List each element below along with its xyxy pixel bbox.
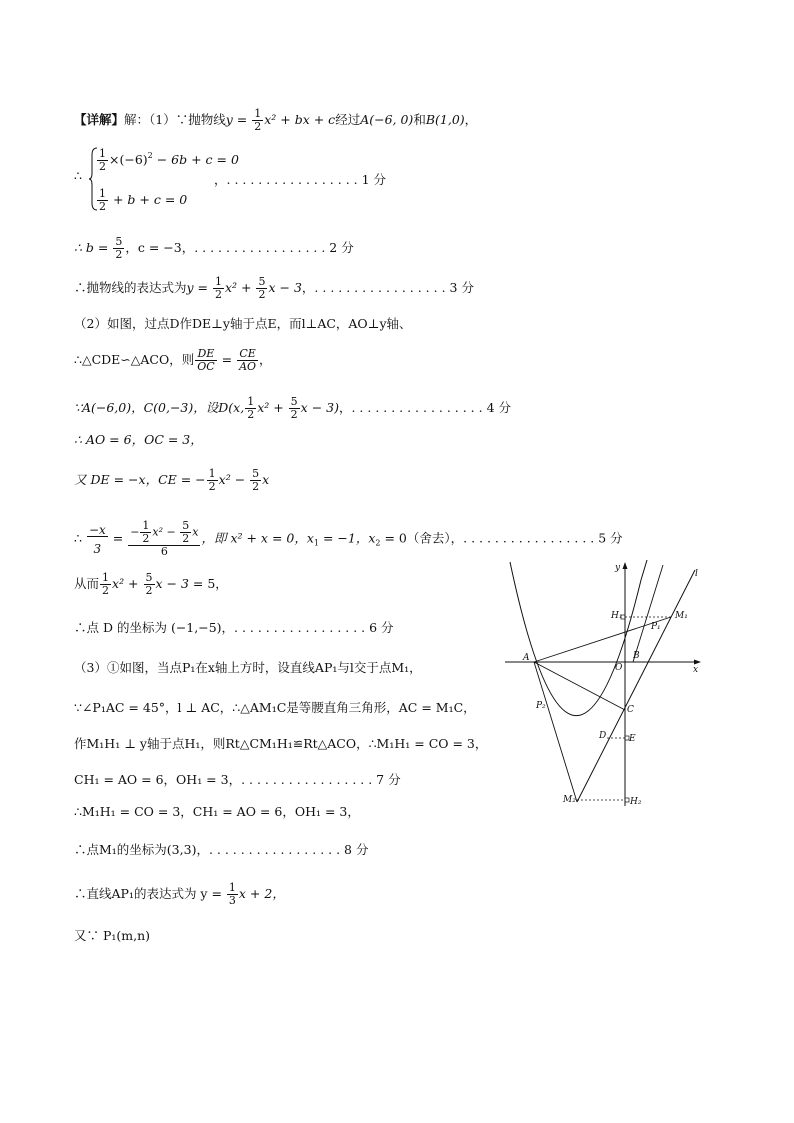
therefore-symbol: ∴ [74, 168, 82, 183]
right-angle-H2 [625, 798, 629, 802]
solution-line-9: 又 DE = −x，CE = − $\frac{1}{2}$ x² − $\frac{5}{2}$ x [74, 467, 270, 493]
label-P1: P₁ [651, 622, 661, 632]
segment-A-M2 [534, 662, 577, 802]
label-H1: H₁ [611, 611, 623, 621]
label-E: E [629, 734, 636, 744]
score-1: ，. . . . . . . . . . . . . . . . . 1 分 [214, 172, 387, 187]
solution-line-12: ∴点 D 的坐标为 (−1,−5)，. . . . . . . . . . . . . . . . . 6 分 [74, 620, 394, 635]
segment-A-C [534, 662, 625, 710]
solution-line-5: （2）如图，过点D作DE⊥y轴于点E，而l⊥AC，AO⊥y轴、 [74, 316, 412, 331]
label-H2: H₂ [630, 797, 642, 807]
solution-line-16: CH₁ = AO = 6，OH₁ = 3，. . . . . . . . . . . . . . . . . 7 分 [74, 772, 401, 787]
solution-line-7: ∵A(−6,0)，C(0,−3)，设D(x, $\frac{1}{2}$ x² + $\frac{5}{2}$ x − 3)，. . . . . . . . . . . . . . . . . 4 分 [74, 395, 512, 421]
label-x: x [693, 665, 699, 675]
label-P2: P₂ [536, 701, 546, 711]
solution-line-14: ∵∠P₁AC = 45°，l ⊥ AC，∴△AM₁C是等腰直角三角形，AC = M₁C， [74, 700, 476, 715]
label-C: C [627, 705, 634, 715]
solution-line-18: ∴点M₁的坐标为(3,3)，. . . . . . . . . . . . . . . . . 8 分 [74, 842, 369, 857]
line-l [577, 570, 695, 802]
solution-line-8: ∴ AO = 6，OC = 3， [74, 432, 203, 447]
label-D: D [599, 731, 607, 741]
y-axis-arrow [623, 562, 628, 569]
solution-line-3: ∴ b = $\frac{5}{2}$ ，c = −3，. . . . . . . . . . . . . . . . . 2 分 [74, 235, 354, 261]
label-l: l [695, 569, 698, 579]
solution-line-11: 从而 $\frac{1}{2}$ x² + $\frac{5}{2}$ x − 3 = 5， [74, 571, 228, 597]
label-B: B [633, 651, 640, 661]
heading-label: 【详解】 [74, 112, 125, 127]
solution-line-6: ∴△CDE∽△ACO，则 $\frac{DE}{OC}$ = $\frac{CE}{AO}$ ， [74, 347, 272, 373]
system-equation-1: $\frac{1}{2}$ $\times(-6)^2 - 6b + c = 0$ [99, 147, 239, 173]
solution-line-15: 作M₁H₁ ⊥ y轴于点H₁，则Rt△CM₁H₁≌Rt△ACO，∴M₁H₁ = CO = 3， [74, 736, 488, 751]
parabola-curve [510, 560, 653, 716]
label-y: y [615, 563, 621, 573]
x-axis-arrow [694, 660, 701, 665]
solution-line-13: （3）①如图，当点P₁在x轴上方时，设直线AP₁与l交于点M₁， [74, 660, 422, 675]
solution-line-10: ∴ $\frac{-x}{3}$ = − $\frac{1}{2}$ x² − $\frac{5}{2}$ x 6 ，即 x² + x = 0，$x_1 = -1$，$x_2 = 0$（舍去），. . . . . . . . . . . . . . . . . 5 分 [74, 519, 623, 558]
solution-line-4: ∴抛物线的表达式为y = $\frac{1}{2}$ x² + $\frac{5}{2}$ x − 3，. . . . . . . . . . . . . . . . . 3 分 [74, 275, 474, 301]
label-M1: M₁ [675, 611, 688, 621]
solution-line-20: 又∵ P₁(m,n) [74, 928, 151, 943]
label-M2: M₂ [563, 795, 576, 805]
geometry-figure [503, 560, 713, 810]
label-O: O [615, 663, 623, 673]
solution-line-19: ∴直线AP₁的表达式为 y = $\frac{1}{3}$ x + 2， [74, 881, 285, 907]
segment-B-P1 [633, 565, 663, 662]
solution-line-17: ∴M₁H₁ = CO = 3，CH₁ = AO = 6，OH₁ = 3， [74, 804, 360, 819]
solution-line-1: 【详解】解：（1）∵抛物线y = $\frac{1}{2}$ x² + bx + c经过A(−6, 0)和B(1,0)， [74, 107, 478, 133]
label-A: A [523, 653, 530, 663]
system-equation-2: $\frac{1}{2}$ + b + c = 0 [99, 187, 188, 213]
